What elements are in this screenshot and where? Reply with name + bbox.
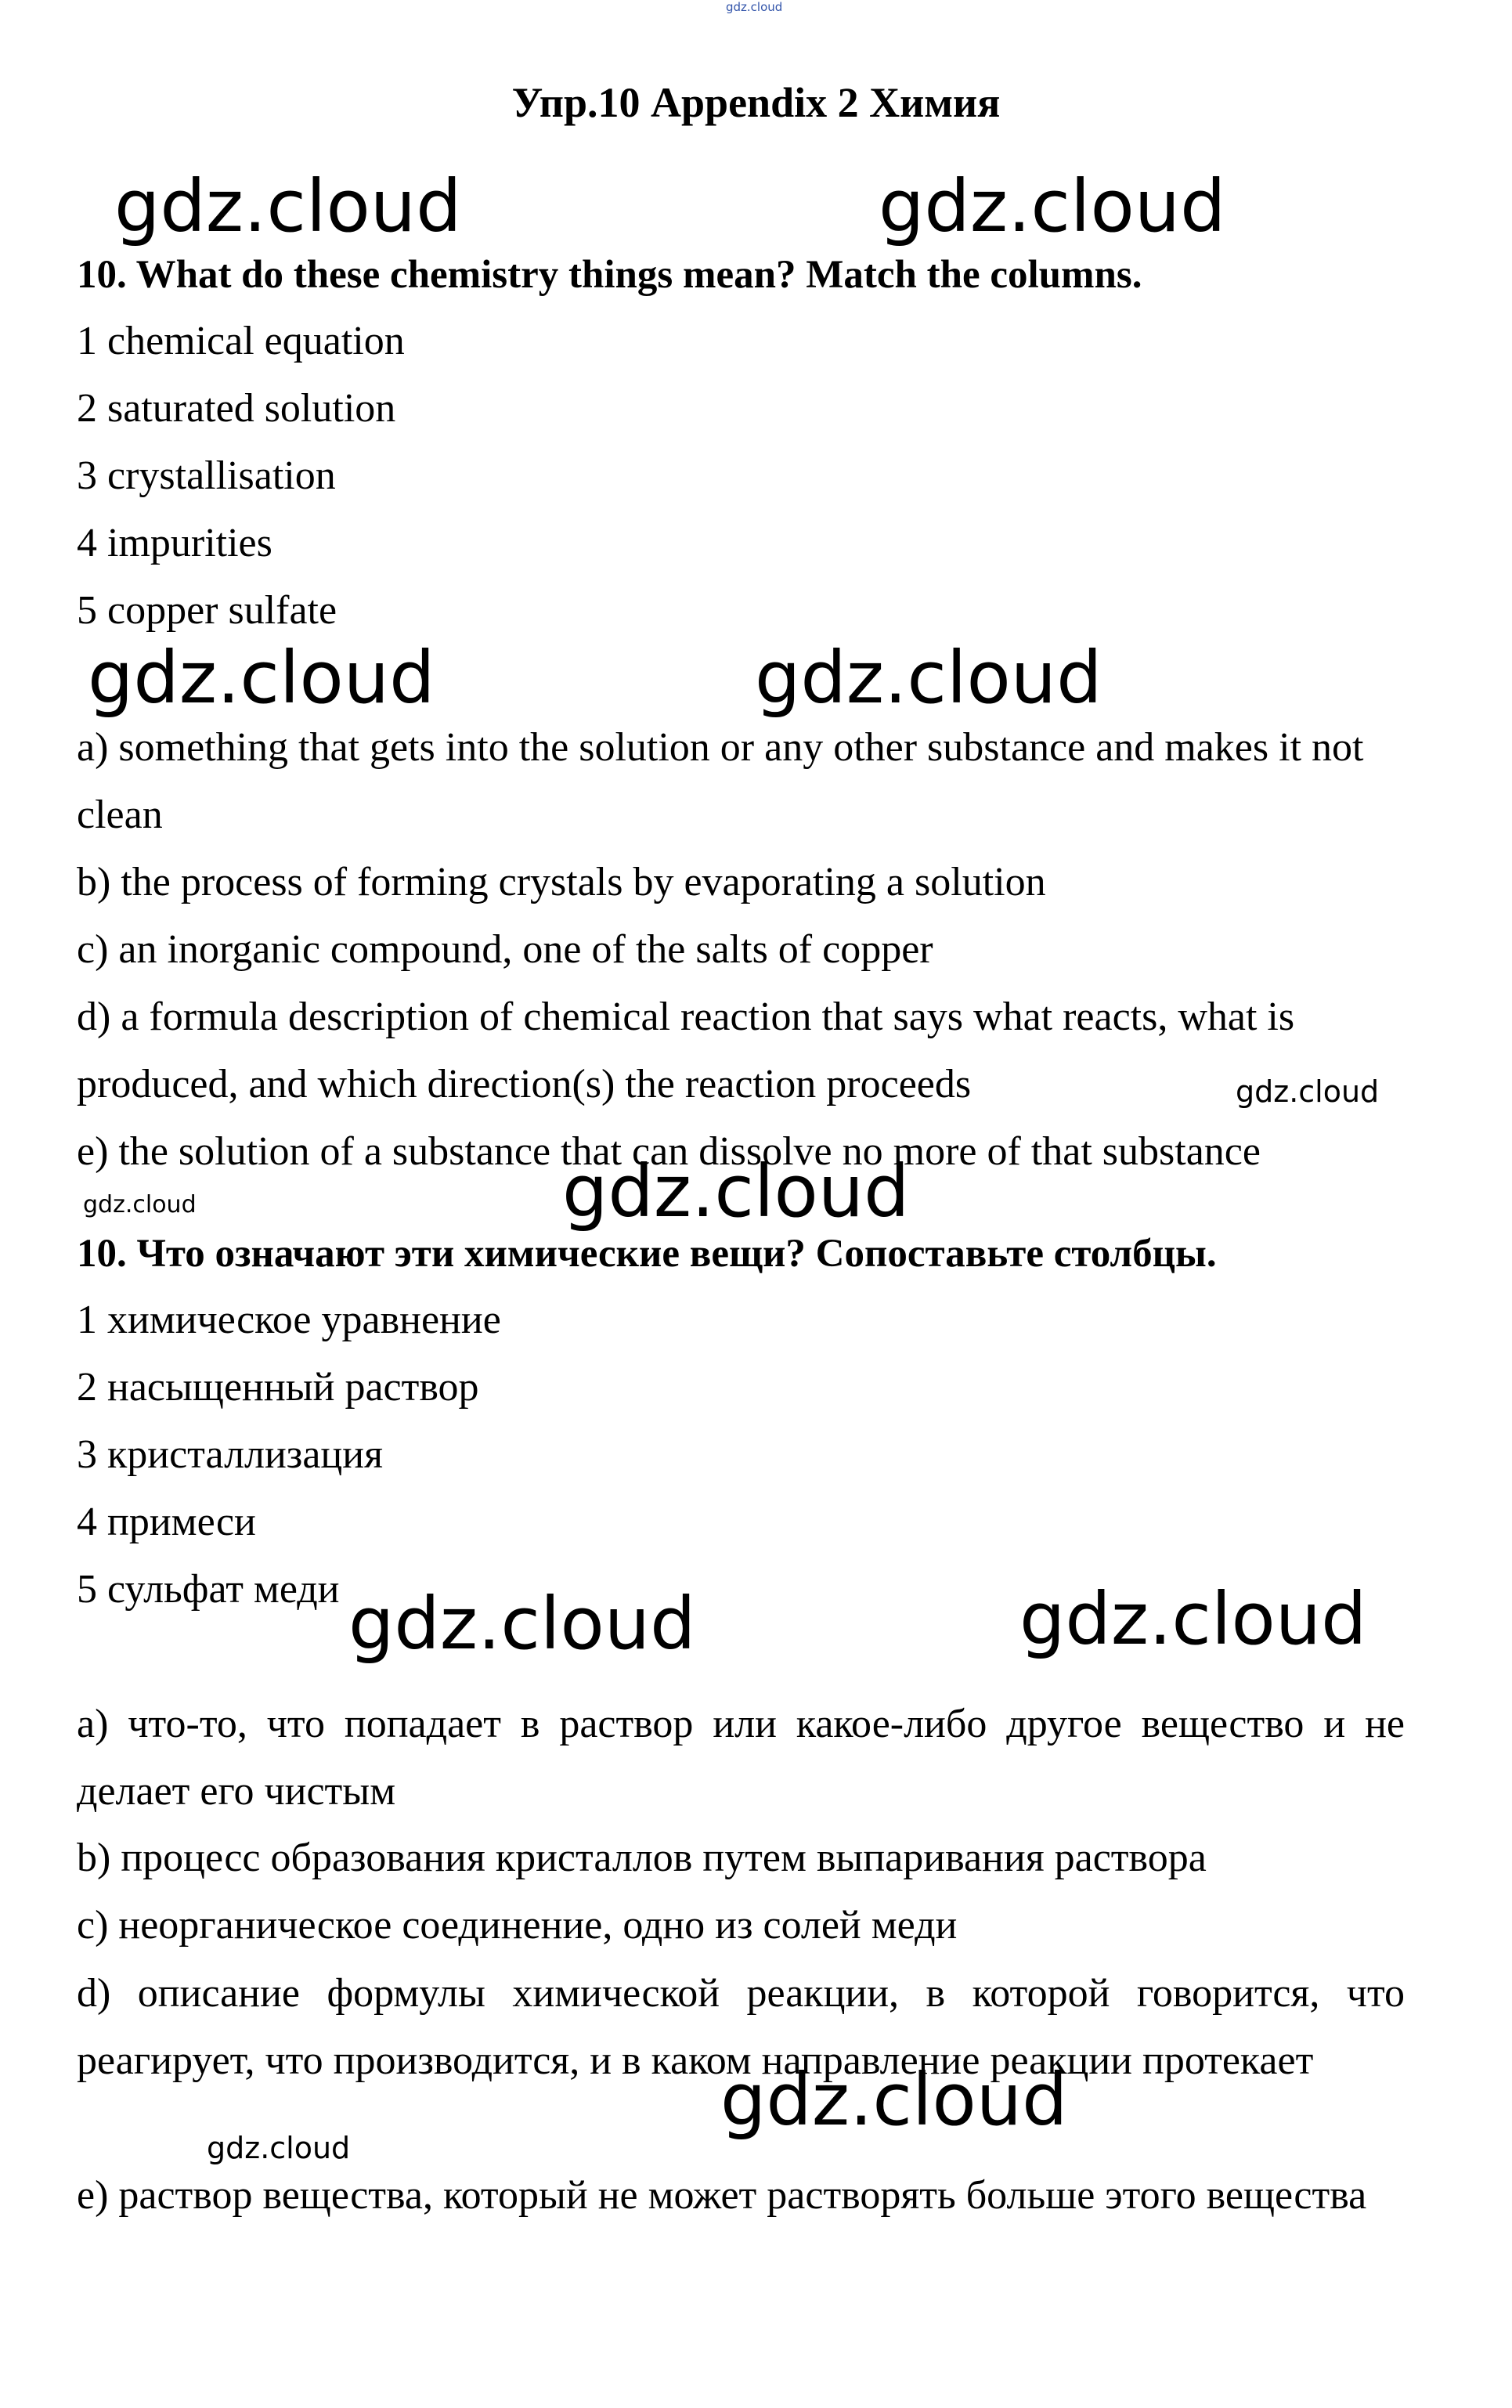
- english-definition-e: e) the solution of a substance that can dissolve no more of that substance: [77, 1129, 1261, 1174]
- watermark: gdz.cloud: [1236, 1074, 1380, 1109]
- english-definition-b: b) the process of forming crystals by evaporating a solution: [77, 860, 1046, 904]
- english-heading: 10. What do these chemistry things mean? Match the columns.: [77, 253, 1142, 297]
- watermark: gdz.cloud: [114, 164, 462, 248]
- russian-term-2: 2 насыщенный раствор: [77, 1365, 479, 1410]
- english-definition-c: c) an inorganic compound, one of the salts of copper: [77, 927, 933, 972]
- english-definition-d: d) a formula description of chemical reaction that says what reacts, what is produced, and which direction(s) the reaction proceeds: [77, 995, 1295, 1107]
- page-title: Упр.10 Appendix 2 Химия: [511, 79, 1001, 126]
- english-term-4: 4 impurities: [77, 521, 272, 565]
- watermark: gdz.cloud: [562, 1150, 910, 1233]
- watermark: gdz.cloud: [720, 2058, 1068, 2142]
- watermark: gdz.cloud: [348, 1582, 696, 1666]
- russian-term-4: 4 примеси: [77, 1500, 256, 1544]
- english-definition-a: a) something that gets into the solution or any other substance and makes it not clean: [77, 725, 1364, 837]
- russian-term-3: 3 кристаллизация: [77, 1432, 383, 1477]
- russian-heading: 10. Что означают эти химические вещи? Сопоставьте столбцы.: [77, 1232, 1217, 1276]
- russian-definition-c: c) неорганическое соединение, одно из солей меди: [77, 1903, 958, 1948]
- russian-definition-a: a) что-то, что попадает в раствор или какое-либо другое вещество и не делает его чистым: [77, 1702, 1405, 1814]
- russian-term-5: 5 сульфат меди: [77, 1567, 340, 1612]
- russian-definition-e: e) раствор вещества, который не может растворять больше этого вещества: [77, 2173, 1367, 2218]
- watermark-top: gdz.cloud: [726, 0, 783, 14]
- watermark: gdz.cloud: [879, 164, 1226, 248]
- english-term-2: 2 saturated solution: [77, 386, 396, 431]
- watermark: gdz.cloud: [1019, 1577, 1367, 1661]
- english-term-5: 5 copper sulfate: [77, 588, 337, 633]
- watermark: gdz.cloud: [755, 636, 1102, 720]
- russian-definition-d: d) описание формулы химической реакции, в которой говорится, что реагирует, что производится, и в каком направление реакции протекает: [77, 1971, 1405, 2083]
- russian-definition-b: b) процесс образования кристаллов путем выпаривания раствора: [77, 1836, 1207, 1880]
- watermark: gdz.cloud: [88, 636, 435, 720]
- english-term-3: 3 crystallisation: [77, 453, 336, 498]
- english-term-1: 1 chemical equation: [77, 319, 405, 363]
- watermark: gdz.cloud: [207, 2131, 351, 2165]
- russian-term-1: 1 химическое уравнение: [77, 1298, 501, 1342]
- watermark: gdz.cloud: [83, 1191, 197, 1218]
